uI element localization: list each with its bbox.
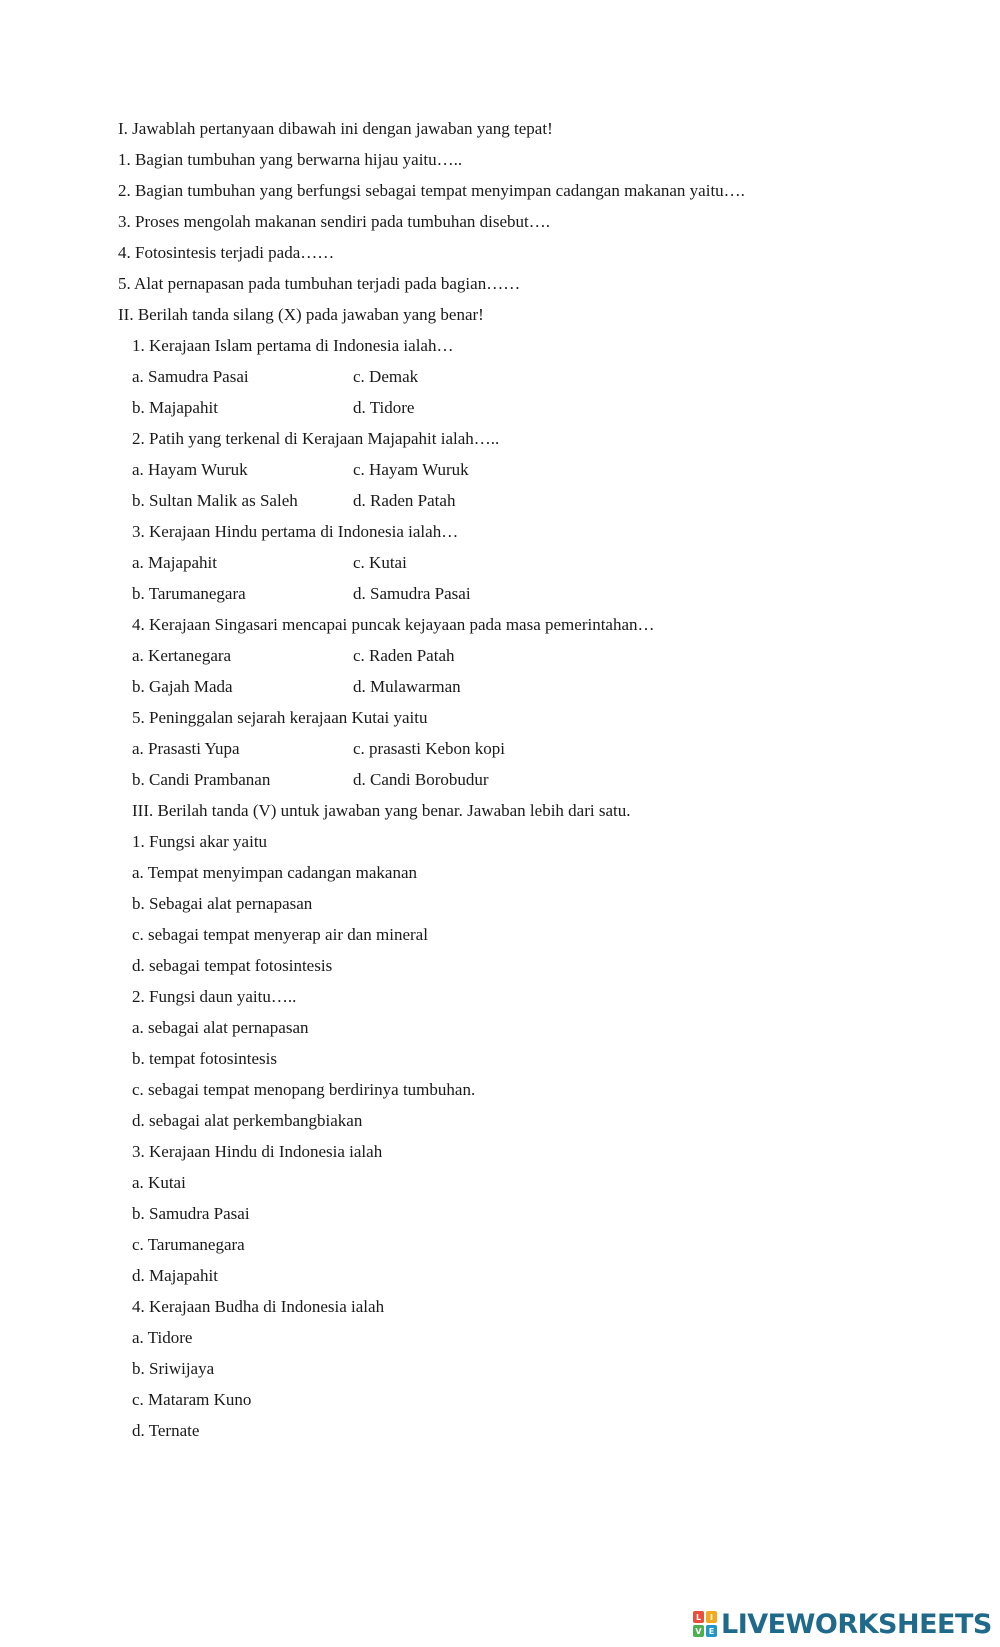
check-question-4: 4. Kerajaan Budha di Indonesia ialah bbox=[132, 1297, 385, 1316]
mc-q5-option-a: a. Prasasti Yupa bbox=[132, 739, 240, 758]
check-q3-option-d: d. Majapahit bbox=[132, 1266, 218, 1285]
logo-letter-v: V bbox=[693, 1625, 704, 1637]
mc-q2-option-b: b. Sultan Malik as Saleh bbox=[132, 491, 298, 510]
logo-letter-i: I bbox=[706, 1611, 717, 1623]
check-question-1: 1. Fungsi akar yaitu bbox=[132, 832, 268, 851]
brand-name: LIVEWORKSHEETS bbox=[721, 1608, 992, 1640]
mc-question-5: 5. Peninggalan sejarah kerajaan Kutai yaitu bbox=[132, 708, 428, 727]
section2-heading: II. Berilah tanda silang (X) pada jawaban yang benar! bbox=[118, 305, 484, 324]
check-q2-option-d: d. sebagai alat perkembangbiakan bbox=[132, 1111, 363, 1130]
logo-mark-icon bbox=[693, 1611, 717, 1637]
mc-q2-option-c: c. Hayam Wuruk bbox=[353, 460, 469, 479]
check-q3-option-a: a. Kutai bbox=[132, 1173, 186, 1192]
mc-q4-option-a: a. Kertanegara bbox=[132, 646, 232, 665]
check-q1-option-b: b. Sebagai alat pernapasan bbox=[132, 894, 313, 913]
check-q2-option-b: b. tempat fotosintesis bbox=[132, 1049, 277, 1068]
essay-question-4: 4. Fotosintesis terjadi pada…… bbox=[118, 243, 335, 262]
mc-q1-option-b: b. Majapahit bbox=[132, 398, 218, 417]
mc-q1-option-a: a. Samudra Pasai bbox=[132, 367, 249, 386]
mc-question-1: 1. Kerajaan Islam pertama di Indonesia ialah… bbox=[132, 336, 454, 355]
section1-heading: I. Jawablah pertanyaan dibawah ini dengan jawaban yang tepat! bbox=[118, 119, 553, 138]
mc-q3-option-d: d. Samudra Pasai bbox=[353, 584, 471, 603]
mc-q4-option-d: d. Mulawarman bbox=[353, 677, 461, 696]
check-q4-option-c: c. Mataram Kuno bbox=[132, 1390, 252, 1409]
mc-question-2: 2. Patih yang terkenal di Kerajaan Majapahit ialah….. bbox=[132, 429, 500, 448]
mc-q2-option-d: d. Raden Patah bbox=[353, 491, 456, 510]
check-q2-option-c: c. sebagai tempat menopang berdirinya tumbuhan. bbox=[132, 1080, 476, 1099]
check-q1-option-d: d. sebagai tempat fotosintesis bbox=[132, 956, 333, 975]
logo-letter-l: L bbox=[693, 1611, 704, 1623]
essay-question-3: 3. Proses mengolah makanan sendiri pada tumbuhan disebut…. bbox=[118, 212, 550, 231]
mc-q5-option-b: b. Candi Prambanan bbox=[132, 770, 271, 789]
mc-q4-option-c: c. Raden Patah bbox=[353, 646, 455, 665]
check-question-2: 2. Fungsi daun yaitu….. bbox=[132, 987, 297, 1006]
essay-question-5: 5. Alat pernapasan pada tumbuhan terjadi pada bagian…… bbox=[118, 274, 521, 293]
mc-q1-option-d: d. Tidore bbox=[353, 398, 415, 417]
mc-q3-option-b: b. Tarumanegara bbox=[132, 584, 246, 603]
mc-q3-option-c: c. Kutai bbox=[353, 553, 407, 572]
mc-question-4: 4. Kerajaan Singasari mencapai puncak kejayaan pada masa pemerintahan… bbox=[132, 615, 655, 634]
check-q3-option-c: c. Tarumanegara bbox=[132, 1235, 245, 1254]
check-q1-option-a: a. Tempat menyimpan cadangan makanan bbox=[132, 863, 418, 882]
liveworksheets-logo bbox=[693, 1607, 993, 1641]
check-q4-option-b: b. Sriwijaya bbox=[132, 1359, 215, 1378]
check-q4-option-d: d. Ternate bbox=[132, 1421, 200, 1440]
check-q3-option-b: b. Samudra Pasai bbox=[132, 1204, 250, 1223]
mc-q3-option-a: a. Majapahit bbox=[132, 553, 217, 572]
section3-heading: III. Berilah tanda (V) untuk jawaban yang benar. Jawaban lebih dari satu. bbox=[132, 801, 631, 820]
mc-q5-option-d: d. Candi Borobudur bbox=[353, 770, 489, 789]
mc-q1-option-c: c. Demak bbox=[353, 367, 419, 386]
essay-question-1: 1. Bagian tumbuhan yang berwarna hijau yaitu….. bbox=[118, 150, 463, 169]
logo-letter-e: E bbox=[706, 1625, 717, 1637]
mc-q5-option-c: c. prasasti Kebon kopi bbox=[353, 739, 506, 758]
check-question-3: 3. Kerajaan Hindu di Indonesia ialah bbox=[132, 1142, 383, 1161]
mc-q4-option-b: b. Gajah Mada bbox=[132, 677, 233, 696]
check-q1-option-c: c. sebagai tempat menyerap air dan mineral bbox=[132, 925, 428, 944]
check-q4-option-a: a. Tidore bbox=[132, 1328, 193, 1347]
mc-q2-option-a: a. Hayam Wuruk bbox=[132, 460, 248, 479]
check-q2-option-a: a. sebagai alat pernapasan bbox=[132, 1018, 309, 1037]
mc-question-3: 3. Kerajaan Hindu pertama di Indonesia ialah… bbox=[132, 522, 459, 541]
essay-question-2: 2. Bagian tumbuhan yang berfungsi sebagai tempat menyimpan cadangan makanan yaitu…. bbox=[118, 181, 745, 200]
